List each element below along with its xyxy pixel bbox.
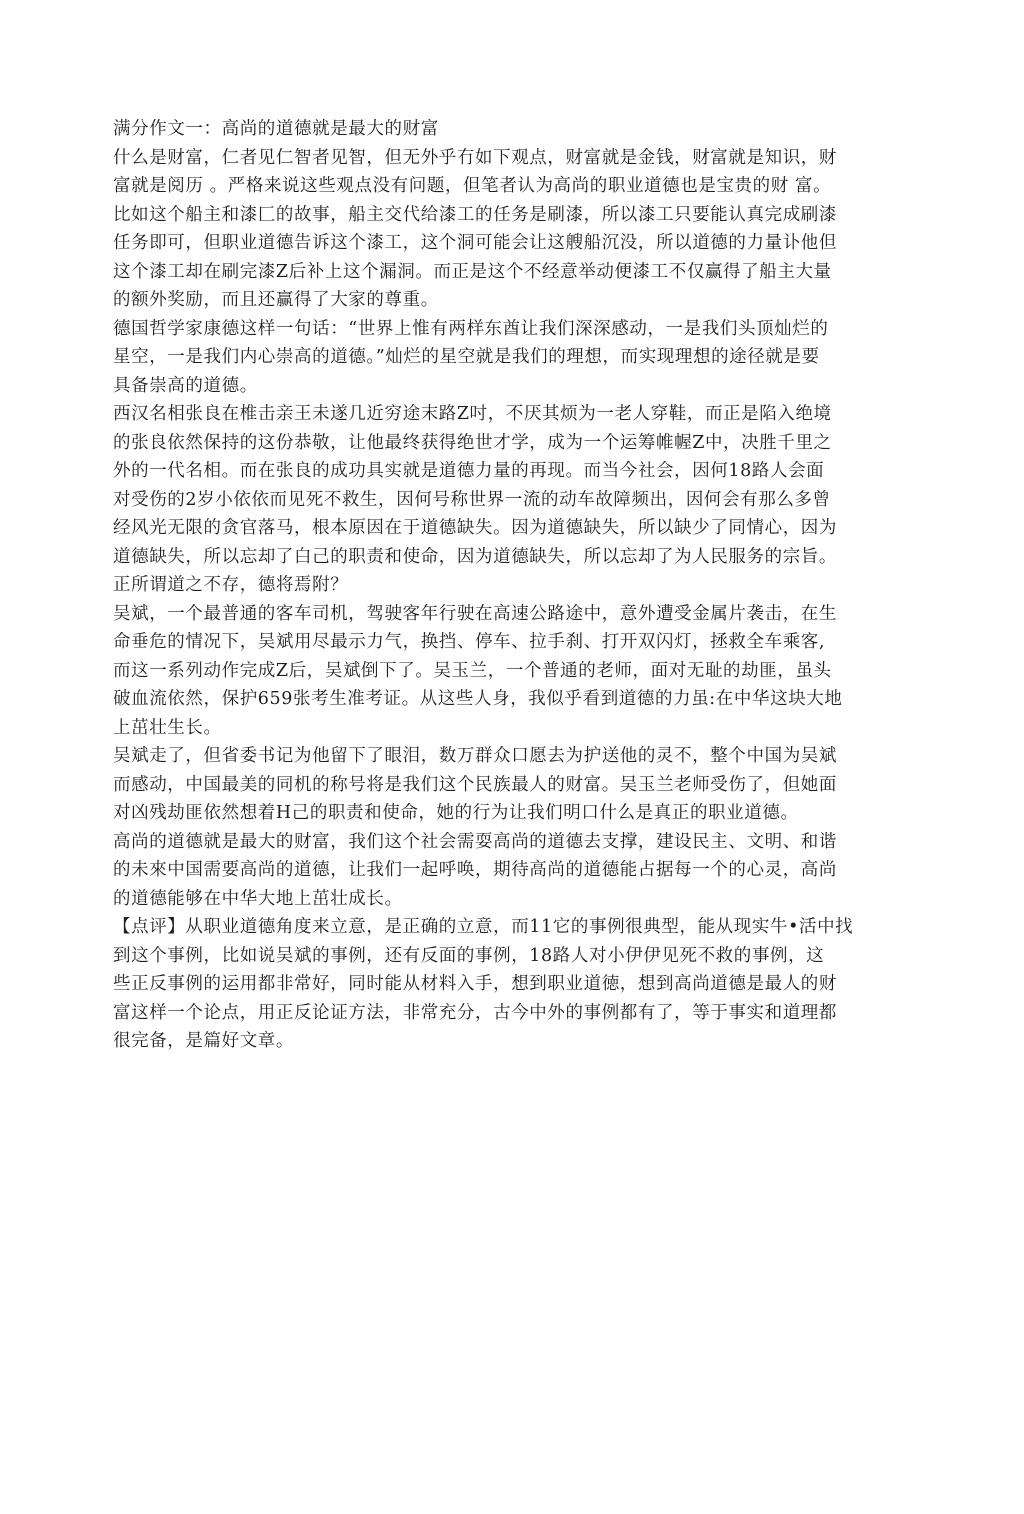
paragraph-line: 吴斌，一个最普通的客车司机，驾驶客年行驶在高速公路途中，意外遭受金属片袭击，在生 bbox=[113, 603, 837, 624]
paragraph-line: 而这一系列动作完成Z后，吴斌倒下了。吴玉兰，一个普通的老师，面对无耻的劫匪，虽头 bbox=[113, 660, 832, 681]
paragraph-line: 对凶残劫匪依然想着H己的职责和使命，她的行为让我们明口什么是真正的职业道德。 bbox=[113, 803, 799, 823]
paragraph-line: 高尚的道德就是最大的财富，我们这个社会需耍高尚的道德去支撑，建设民主、文明、和谐 bbox=[113, 831, 837, 852]
paragraph-line: 很完备，是篇好文章。 bbox=[113, 1031, 294, 1051]
paragraph-line: 正所谓道之不存，德将焉附？ bbox=[113, 575, 349, 595]
paragraph-line: 星空，一是我们内心崇高的道德。”灿烂的星空就是我们的理想，而实现理想的途径就是要 bbox=[113, 347, 820, 367]
paragraph-line: 富就是阅历 。严格来说这些观点没有问题，但笔者认为高尚的职业道德也是宝贵的财 富。 bbox=[113, 176, 832, 196]
paragraph-3 bbox=[113, 400, 913, 600]
paragraph-line: 这个漆工却在刷完漆Z后补上这个漏洞。而正是这个不经意举动便漆工不仅赢得了船主大量 bbox=[113, 261, 832, 282]
paragraph-line: 些正反事例的运用都非常好，同时能从材料入手，想到职业道徳，想到高尚道德是最人的财 bbox=[113, 974, 837, 994]
paragraph-line: 比如这个船主和漆匚的故事，船主交代给漆工的任务是刷漆，所以漆工只要能认真完成刷漆 bbox=[113, 204, 837, 225]
paragraph-line: 对受伤的2岁小依依而见死不救生，因何号称世界一流的动车故障频出，因何会有那么多曾 bbox=[113, 489, 831, 510]
paragraph-line: 吴斌走了，但省委书记为他留下了眼泪，数万群众口愿去为护送他的灵不，整个中国为吴斌 bbox=[113, 746, 837, 766]
paragraph-line: 富这样一个论点，用正反论证方法，非常充分，古今中外的事例都有了，等于事实和道理都 bbox=[113, 1002, 837, 1023]
paragraph-line: 的额外奖励，而且还赢得了大家的尊重。 bbox=[113, 290, 439, 310]
paragraph-line: 什么是财富，仁者见仁智者见智，但无外乎冇如下观点，财富就是金钱，财富就是知识，财 bbox=[113, 147, 837, 168]
document-title: 满分作文一：高尚的道德就是最大的财富 bbox=[113, 119, 439, 139]
paragraph-line: 的张良依然保持的这份恭敬，让他最终获得绝世才学，成为一个运筹帷幄Z中，决胜千里之 bbox=[113, 432, 832, 453]
commentary-paragraph bbox=[113, 913, 913, 1056]
paragraph-line: 西汉名相张良在椎击亲王未遂几近穷途末路Z吋，不厌其烦为一老人穿鞋，而正是陷入绝境 bbox=[113, 404, 832, 424]
paragraph-1 bbox=[113, 144, 913, 315]
paragraph-line: 道德缺失，所以忘却了白己的职责和使命，因为道德缺失，所以忘却了为人民服务的宗旨。 bbox=[113, 546, 837, 567]
paragraph-2 bbox=[113, 315, 913, 401]
paragraph-line: 而感动，中国最美的同机的称号将是我们这个民族最人的财富。吴玉兰老师受伤了，但她面 bbox=[113, 774, 837, 795]
paragraph-5 bbox=[113, 742, 913, 828]
paragraph-line: 具备崇高的道德。 bbox=[113, 375, 258, 396]
paragraph-line: 【点评】从职业道德角度来立意，是正确的立意，而11它的事例很典型，能从现实牛•活中找 bbox=[113, 917, 854, 937]
paragraph-line: 任务即可，但职业道德告诉这个漆工，这个洞可能会让这艘船沉没，所以道德的力量讣他但 bbox=[113, 233, 837, 253]
paragraph-line: 命垂危的情况下，吴斌用尽最示力气，换挡、停车、拉手刹、打开双闪灯，拯救全车乘客, bbox=[113, 632, 826, 652]
paragraph-line: 上茁壮生长。 bbox=[113, 717, 222, 738]
document-page bbox=[113, 115, 913, 1056]
paragraph-4 bbox=[113, 600, 913, 743]
paragraph-line: 到这个事例，比如说吴斌的事例，还有反面的事例，18路人对小伊伊见死不救的事例，这 bbox=[113, 945, 825, 966]
paragraph-line: 德国哲学家康德这样一句话：“世界上惟有两样东酋让我们深深感动，一是我们头顶灿烂的 bbox=[113, 318, 829, 339]
paragraph-6 bbox=[113, 828, 913, 914]
paragraph-line: 经风光无限的贪官落马，根本原因在于道德缺失。因为道德缺失，所以缺少了同情心，因为 bbox=[113, 518, 837, 538]
paragraph-line: 的道德能够在中华大地上茁壮成长。 bbox=[113, 888, 403, 909]
paragraph-line: 破血流依然，保护659张考生准考证。从这些人身，我似乎看到道德的力虽:在中华这块大地 bbox=[113, 689, 843, 709]
paragraph-line: 外的一代名相。而在张良的成功具实就是道德力量的再现。而当今社会，因何18路人会面 bbox=[113, 461, 825, 481]
paragraph-line: 的未來中国需要高尚的道德，让我们一起呼唤，期待高尚的道德能占据每一个的心灵，高尚 bbox=[113, 860, 837, 880]
